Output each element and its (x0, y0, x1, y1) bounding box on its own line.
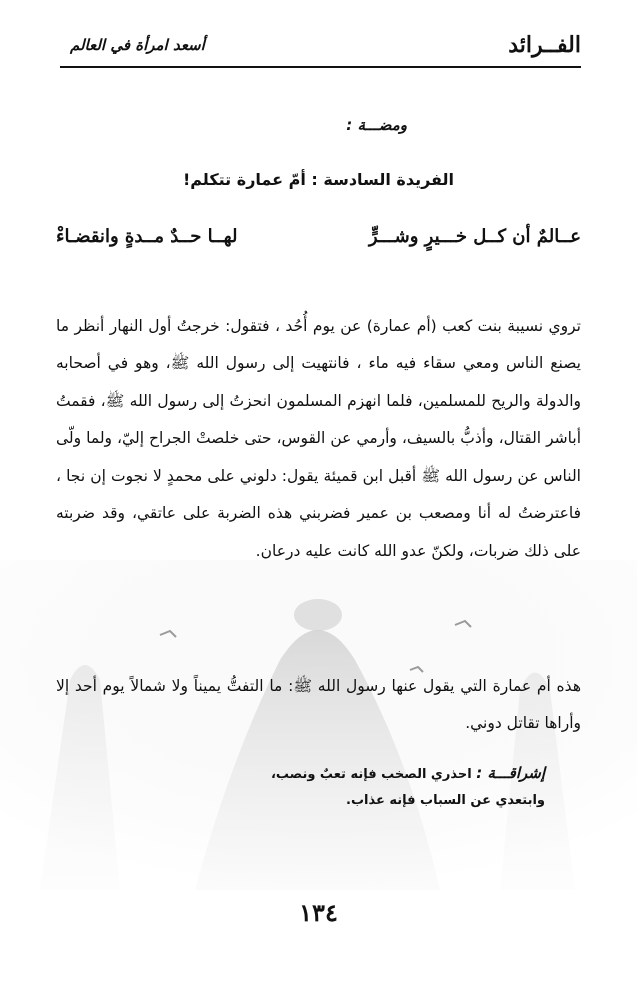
header-divider (60, 66, 581, 68)
poetry-verse (56, 226, 581, 247)
article-title: الفريدة السادسة : أمّ عمارة تتكلم! (182, 170, 455, 189)
verse-right-hemistich: عــالمٌ أن كــل خـــيرٍ وشـــرٍّ (368, 226, 581, 247)
book-title: الفــرائد (508, 32, 581, 58)
note-line-1: احذري الصخب فإنه تعبٌ ونصب، (270, 767, 472, 782)
paragraph-1: تروي نسيبة بنت كعب (أم عمارة) عن يوم أُحُد ، فتقول: خرجتُ أول النهار أنظر ما يصنع الناس ومعي سقاء فيه ماء ، فانتهيت إلى رسول الله ﷺ، وهو في أصحابه والدولة والريح للمسلمين، فلما انهزم المسلمون انحزتُ إلى رسول الله ﷺ، فقمتُ أباشر القتال، وأذبُّ بالسيف، وأرمي عن القوس، حتى خلصتْ الجراح إليّ، ولما ولّى الناس عن رسول الله ﷺ أقبل ابن قميئة يقول: دلوني على محمدٍ لا نجوت إن نجا ، فاعترضتُ له أنا ومصعب بن عمير فضربني هذه الضربة على عاتقي، وقد ضربته على ذلك ضربات، ولكنّ عدو الله كانت عليه درعان. (56, 316, 581, 560)
section-title: أسعد امرأة في العالم (70, 36, 205, 54)
page-number: ١٣٤ (299, 898, 338, 927)
note-label: إشراقـــة : (476, 764, 545, 782)
paragraph-2: هذه أم عمارة التي يقول عنها رسول الله ﷺ: ما التفتُّ يميناً ولا شمالاً يوم أحد إلا وأراها تقاتل دوني. (56, 676, 581, 732)
note-line-2: وابتعدي عن السباب فإنه عذاب. (346, 793, 545, 808)
verse-left-hemistich: لهــا حــدٌ مــدةٍ وانقضـاءْ (56, 226, 238, 247)
note-box (77, 760, 637, 814)
intro-phrase: ومضـــة : (346, 116, 407, 134)
